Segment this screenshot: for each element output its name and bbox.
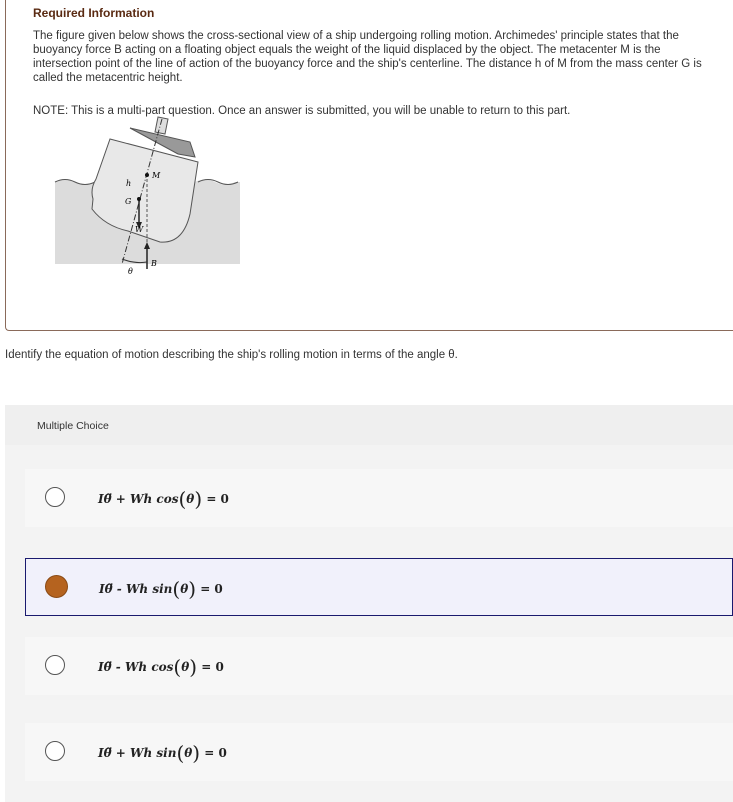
question-text: Identify the equation of motion describing the ship's rolling motion in terms of the angle θ. bbox=[5, 349, 458, 361]
multiple-choice-label: Multiple Choice bbox=[37, 420, 109, 432]
info-paragraph: The figure given below shows the cross-sectional view of a ship undergoing rolling motion. Archimedes' principle states that the buoyancy force B acting on a floating object equals the weight of the liquid displaced by the object. The metacenter M is the intersection point of the line of action of the buoyancy force and the ship's centerline. The distance h of M from the mass center G is called the metacentric height. bbox=[33, 30, 702, 84]
multiple-choice-section bbox=[5, 405, 733, 802]
option-equation: Iθ̈ - Wh sin(θ) = 0 bbox=[99, 577, 223, 601]
required-information-title: Required Information bbox=[33, 6, 155, 20]
ship-figure bbox=[50, 114, 250, 284]
label-theta: θ bbox=[128, 267, 133, 276]
note-text: NOTE: This is a multi-part question. Once an answer is submitted, you will be unable to return to this part. bbox=[33, 105, 571, 117]
label-B: B bbox=[151, 259, 157, 268]
multiple-choice-header bbox=[5, 405, 733, 445]
radio-button[interactable] bbox=[45, 487, 65, 507]
option-equation: Iθ̈ - Wh cos(θ) = 0 bbox=[98, 655, 224, 679]
radio-button[interactable] bbox=[45, 655, 65, 675]
label-M: M bbox=[152, 171, 161, 180]
label-G: G bbox=[125, 197, 132, 206]
radio-button-selected[interactable] bbox=[45, 575, 68, 598]
option-3[interactable] bbox=[25, 637, 733, 695]
option-4[interactable] bbox=[25, 723, 733, 781]
radio-button[interactable] bbox=[45, 741, 65, 761]
option-2-selected[interactable] bbox=[25, 558, 733, 616]
option-1[interactable] bbox=[25, 469, 733, 527]
label-W: W bbox=[135, 225, 144, 234]
label-h: h bbox=[126, 179, 132, 188]
option-equation: Iθ̈ + Wh cos(θ) = 0 bbox=[98, 487, 229, 511]
option-equation: Iθ̈ + Wh sin(θ) = 0 bbox=[98, 741, 227, 765]
